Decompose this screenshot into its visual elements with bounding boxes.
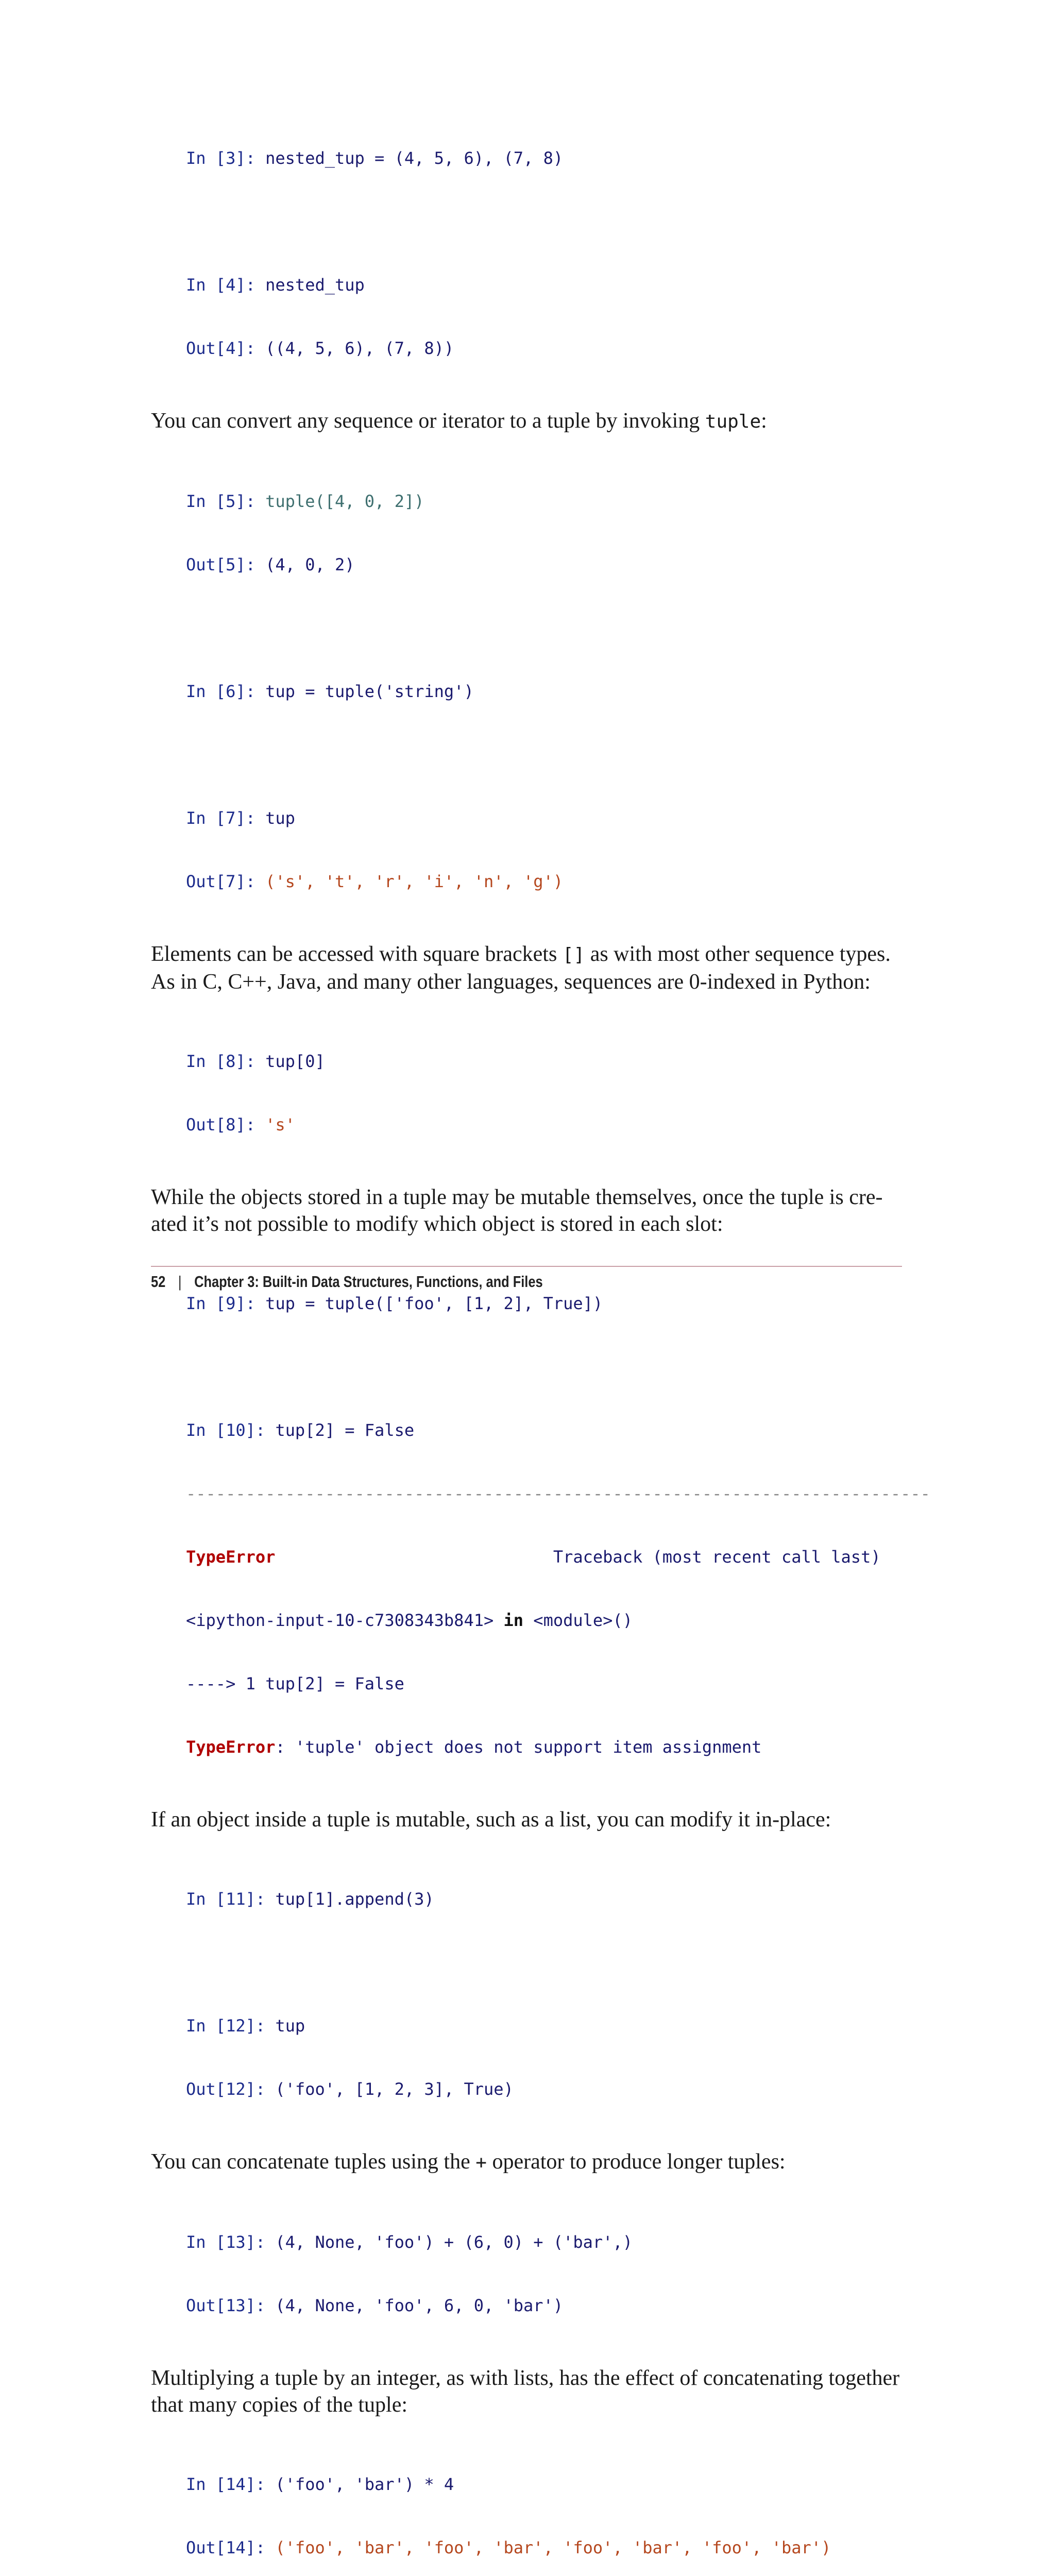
paragraph-convert [151,408,903,435]
page-footer [151,1273,543,1291]
prompt: In [7]: [186,808,256,828]
error-name: TypeError [186,1547,276,1567]
prompt: In [11]: [186,1889,266,1909]
code-text: tup [275,2016,305,2036]
traceback-header [186,1547,903,1568]
code-text: tup[0] [265,1052,325,1071]
output-line [186,2537,903,2558]
code-line [186,2015,903,2037]
output-text: ('foo', [1, 2, 3], True) [275,2079,514,2099]
paragraph-text: : [761,409,767,433]
error-name: TypeError [186,1737,276,1757]
inline-code: [] [562,944,585,965]
chapter-title: Chapter 3: Built-in Data Structures, Functions, and Files [194,1273,543,1291]
spacer [151,211,903,232]
code-text: nested_tup [265,275,365,295]
code-text: tup[1].append(3) [275,1889,434,1909]
footer-rule [151,1266,902,1267]
code-line [186,275,903,296]
out-prompt: Out[12]: [186,2079,266,2099]
paragraph-elements [151,941,903,995]
prompt: In [12]: [186,2016,266,2036]
out-prompt: Out[13]: [186,2296,266,2315]
output-line [186,2079,903,2100]
output-text: (4, 0, 2) [265,555,355,574]
output-text: ('s', 't', 'r', 'i', 'n', 'g') [265,872,564,891]
paragraph-text: If an object inside a tuple is mutable, such as a list, you can modify it in-place: [151,1808,831,1832]
output-line [186,1114,903,1136]
output-line [186,871,903,892]
error-message-line [186,1737,903,1758]
prompt: In [8]: [186,1052,256,1071]
code-text: ('foo', 'bar') * 4 [275,2475,454,2494]
spacer [151,618,903,639]
code-block-in4 [186,232,903,401]
code-text: tup = tuple(['foo', [1, 2], True]) [265,1294,603,1313]
inline-code: tuple [705,411,761,432]
paragraph-mutable [151,1184,903,1238]
spacer [151,1357,903,1378]
paragraph-text: operator to produce longer tuples: [486,2150,786,2174]
prompt: In [5]: [186,492,256,511]
code-text: (4, None, 'foo') + (6, 0) + ('bar',) [275,2232,633,2252]
output-text: ('foo', 'bar', 'foo', 'bar', 'foo', 'bar', 'foo', 'bar') [275,2538,831,2557]
code-block-in7 [186,766,903,935]
prompt: In [6]: [186,682,256,701]
output-text: 's' [265,1115,295,1134]
footer-separator: | [178,1273,182,1291]
ipython-input: <ipython-input-10-c7308343b841> [186,1611,494,1630]
code-block-in3 [186,106,903,211]
paragraph-text: While the objects stored in a tuple may be mutable themselves, once the tuple is cre-ated it’s not possible to modify which object is stored in each slot: [151,1185,883,1236]
output-text: ((4, 5, 6), (7, 8)) [265,338,454,358]
code-line [186,1889,903,1910]
code-text: nested_tup = (4, 5, 6), (7, 8) [265,148,564,168]
paragraph-text: Multiplying a tuple by an integer, as with lists, has the effect of concatenating together that many copies of the tuple: [151,2366,900,2417]
output-line [186,554,903,575]
inline-code: + [475,2152,487,2173]
code-block-in10 [186,1378,930,1800]
paragraph-text: Elements can be accessed with square brackets [151,942,563,966]
spacer [151,744,903,766]
paragraph-text: You can concatenate tuples using the [151,2150,476,2174]
prompt: In [9]: [186,1294,256,1313]
code-block-in14 [186,2432,903,2576]
prompt: In [4]: [186,275,256,295]
code-line [186,1051,903,1072]
error-message: : 'tuple' object does not support item assignment [275,1737,762,1757]
code-block-in5 [186,449,903,618]
page-content [151,106,930,2576]
page-number: 52 [151,1273,166,1291]
code-line [186,808,903,829]
code-line [186,2474,903,2495]
prompt: In [14]: [186,2475,266,2494]
output-text: (4, None, 'foo', 6, 0, 'bar') [275,2296,564,2315]
code-line [186,681,903,702]
code-text: tuple([4, 0, 2]) [265,492,424,511]
paragraph-inplace [151,1806,903,1833]
out-prompt: Out[7]: [186,872,256,891]
code-text: tup [265,808,295,828]
code-text: tup = tuple('string') [265,682,474,701]
prompt: In [10]: [186,1420,266,1440]
code-block-in13 [186,2190,903,2359]
traceback-arrow: ----> 1 tup[2] = False [186,1674,404,1693]
traceback-location [186,1610,903,1631]
paragraph-text: You can convert any sequence or iterator to a tuple by invoking [151,409,705,433]
prompt: In [13]: [186,2232,266,2252]
code-text: tup[2] = False [275,1420,415,1440]
paragraph-text: as with most other sequence types. As in C, C++, Java, and many other languages, sequences are 0-indexed in Python: [151,942,891,994]
code-block-in8 [186,1009,903,1178]
paragraph-concatenate [151,2148,903,2176]
out-prompt: Out[14]: [186,2538,266,2557]
code-block-in6 [186,639,903,744]
spacer [151,1952,903,1973]
output-line [186,338,903,359]
code-line [186,491,903,512]
out-prompt: Out[5]: [186,555,256,574]
prompt: In [3]: [186,148,256,168]
traceback-label: Traceback (most recent call last) [553,1547,881,1567]
module-name: <module>() [533,1611,633,1630]
code-line [186,148,903,169]
traceback-divider: --------------------------------------------------------------------------- [186,1484,930,1503]
out-prompt: Out[4]: [186,338,256,358]
out-prompt: Out[8]: [186,1115,256,1134]
code-block-in12 [186,1973,903,2142]
code-block-in11 [186,1846,903,1952]
in-keyword: in [503,1611,524,1630]
code-line [186,2232,903,2253]
paragraph-multiply [151,2365,903,2418]
code-line [186,1293,903,1314]
code-line [186,1420,903,1441]
output-line [186,2295,903,2316]
